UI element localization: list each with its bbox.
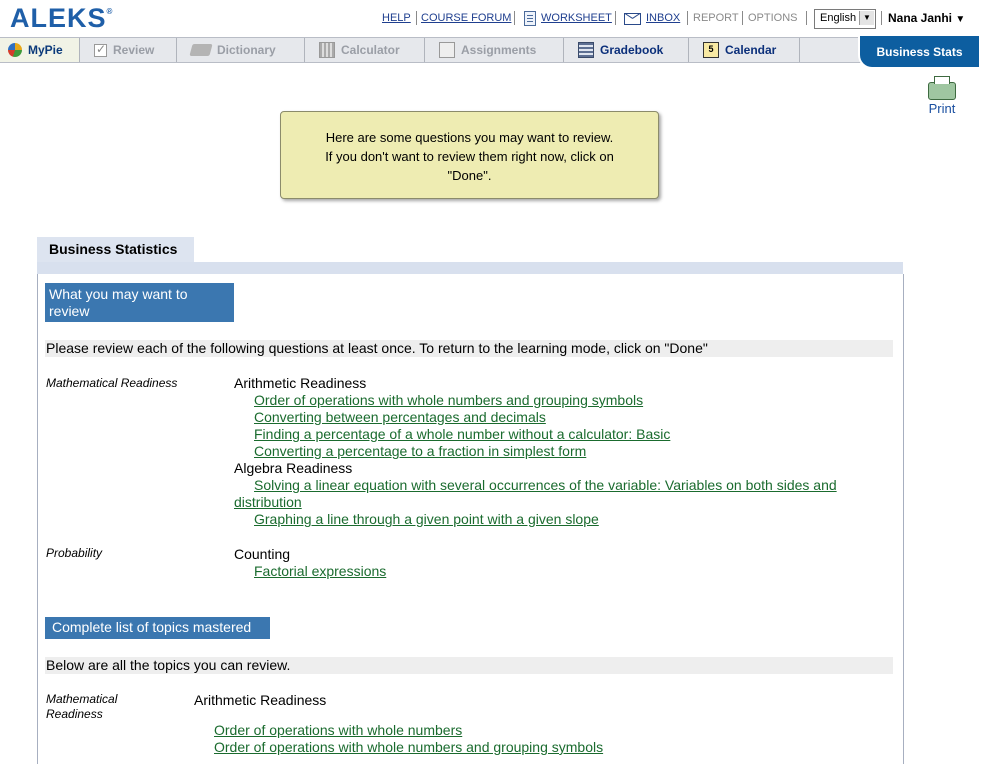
tab-label: Dictionary [217,43,276,57]
message-line: Here are some questions you may want to review. [325,130,614,145]
topic-group [234,375,884,528]
category-label: Probability [46,546,103,560]
topic-group [234,546,884,580]
topic-link[interactable]: Converting between percentages and decimals [254,409,546,425]
separator [806,11,807,25]
category-label: Mathematical Readiness [46,692,118,721]
group-name: Counting [234,546,291,562]
print-button[interactable] [926,82,958,116]
calculator-icon [319,42,335,58]
user-menu[interactable]: Nana Janhi ▼ [888,11,966,25]
report-title-tab: Business Statistics [37,237,194,263]
tab-assignments[interactable] [425,38,564,62]
mastered-section-header: Complete list of topics mastered [45,617,270,639]
course-tab[interactable] [858,36,981,69]
tab-label: Calendar [725,43,777,57]
category-label: Mathematical Readiness [46,376,178,390]
separator [416,11,417,25]
course-name: Business Stats [876,44,963,59]
tab-calendar[interactable] [689,38,800,62]
topic-item [234,563,884,580]
checkbox-icon [94,44,107,57]
group-name: Arithmetic Readiness [194,692,327,708]
group-name: Algebra Readiness [234,460,353,476]
separator [881,11,882,25]
printer-icon [928,82,956,100]
topic-link[interactable]: Order of operations with whole numbers and grouping symbols [214,739,604,755]
group-name: Arithmetic Readiness [234,375,367,391]
topic-link[interactable]: Finding a percentage of a whole number without a calculator: Basic [254,426,671,442]
inbox-link[interactable]: INBOX [646,12,681,24]
message-line: "Done". [447,168,492,183]
worksheet-link[interactable]: WORKSHEET [541,12,612,24]
separator [514,11,515,25]
separator [742,11,743,25]
chevron-down-icon[interactable]: ▼ [859,11,874,25]
topic-link[interactable]: Order of operations with whole numbers [214,722,463,738]
tab-calculator[interactable] [305,38,425,62]
tab-dictionary[interactable] [177,38,305,62]
book-icon [189,44,212,56]
tab-mypie[interactable] [0,38,80,62]
review-section-header: What you may want to review [45,283,234,322]
report-link: REPORT [693,12,739,24]
mastered-instruction: Below are all the topics you can review. [45,657,893,674]
mail-icon[interactable] [624,13,641,25]
tab-label: Review [113,43,155,57]
tab-review[interactable] [80,38,177,62]
topic-link[interactable]: Order of operations with whole numbers and grouping symbols [254,392,644,408]
topic-item [194,739,844,756]
topic-link[interactable]: Solving a linear equation with several occurrences of the variable: Variables on both sides and distribution [234,477,837,510]
review-instruction: Please review each of the following questions at least once. To return to the learning mode, click on "Done" [45,340,893,357]
review-message [280,111,659,199]
tab-bar [0,37,981,63]
separator [615,11,616,25]
calendar-icon: 5 [703,42,719,58]
topic-item [234,443,884,460]
message-line: If you don't want to review them right now, click on [325,149,614,164]
separator [687,11,688,25]
tab-label: MyPie [28,43,63,57]
topic-item [194,722,844,739]
topic-item [234,511,884,528]
pie-icon [8,43,22,57]
print-label: Print [928,101,956,116]
top-bar [0,0,981,37]
language-value: English [820,12,857,24]
chevron-down-icon: ▼ [955,14,966,25]
gradebook-icon [578,42,594,58]
topic-link[interactable]: Factorial expressions [254,563,387,579]
course-forum-link[interactable]: COURSE FORUM [421,12,512,24]
topic-item [234,426,884,443]
tab-gradebook[interactable] [564,38,689,62]
topic-item [234,392,884,409]
topic-link[interactable]: Converting a percentage to a fraction in simplest form [254,443,587,459]
assignment-icon [439,42,455,58]
help-link[interactable]: HELP [382,12,411,24]
worksheet-icon[interactable] [524,11,536,26]
aleks-logo: ALEKS® [10,3,114,33]
report-header-band [37,262,903,274]
language-select[interactable] [814,9,876,29]
topic-link[interactable]: Graphing a line through a given point with a given slope [254,511,599,527]
topic-group [194,692,844,756]
tab-label: Assignments [461,43,537,57]
tab-label: Gradebook [600,43,664,57]
topic-item [234,409,884,426]
topic-item [234,477,884,511]
options-link: OPTIONS [748,12,798,24]
tab-label: Calculator [341,43,400,57]
